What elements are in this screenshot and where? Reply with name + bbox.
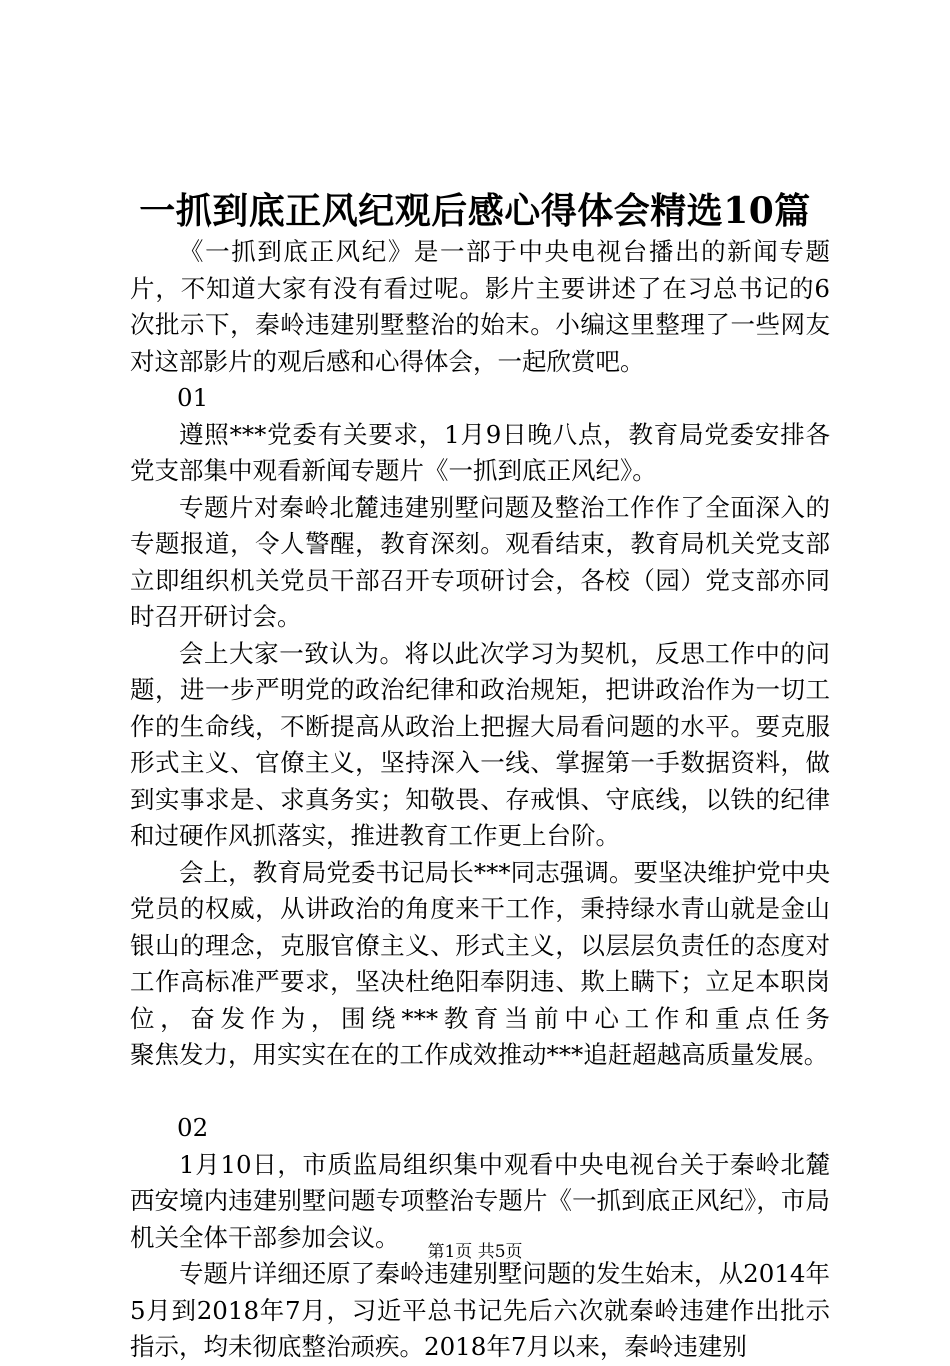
section2-paragraph-1: 1月10日，市质监局组织集中观看中央电视台关于秦岭北麓西安境内违建别墅问题专项整治专题片《一抓到底正风纪》，市局机关全体干部参加会议。 [130, 1149, 830, 1252]
section1-paragraph-1: 遵照***党委有关要求，1月9日晚八点，教育局党委安排各党支部集中观看新闻专题片《一抓到底正风纪》。 [130, 419, 830, 485]
intro-paragraph: 《一抓到底正风纪》是一部于中央电视台播出的新闻专题片，不知道大家有没有看过呢。影片主要讲述了在习总书记的6次批示下，秦岭违建别墅整治的始末。小编这里整理了一些网友对这部影片的观后感和心得体会，一起欣赏吧。 [130, 237, 830, 376]
section1-paragraph-3: 会上大家一致认为。将以此次学习为契机，反思工作中的问题，进一步严明党的政治纪律和政治规矩，把讲政治作为一切工作的生命线，不断提高从政治上把握大局看问题的水平。要克服形式主义、官僚主义，坚持深入一线、掌握第一手数据资料，做到实事求是、求真务实；知敬畏、存戒惧、守底线，以铁的纪律和过硬作风抓落实，推进教育工作更上台阶。 [130, 638, 830, 850]
section-gap [130, 1074, 830, 1111]
document-body [130, 234, 830, 1366]
section-number-02: 02 [177, 1113, 209, 1142]
page-footer: 第1页 共5页 [427, 1242, 523, 1262]
section1-paragraph-2: 专题片对秦岭北麓违建别墅问题及整治工作作了全面深入的专题报道，令人警醒，教育深刻。观看结束，教育局机关党支部立即组织机关党员干部召开专项研讨会，各校（园）党支部亦同时召开研讨会。 [130, 492, 830, 631]
section1-paragraph-4-last-line: 聚焦发力，用实实在在的工作成效推动***追赶超越高质量发展。 [130, 1040, 829, 1069]
document-title: 一抓到底正风纪观后感心得体会精选10篇 [139, 190, 811, 232]
section-number-01: 01 [177, 383, 209, 412]
section2-paragraph-2: 专题片详细还原了秦岭违建别墅问题的发生始末，从2014年5月到2018年7月，习近平总书记先后六次就秦岭违建作出批示指示，均未彻底整治顽疾。2018年7月以来，秦岭违建别 [130, 1259, 830, 1361]
section1-paragraph-4-text: 会上，教育局党委书记局长***同志强调。要坚决维护党中央党员的权威，从讲政治的角度来干工作，秉持绿水青山就是金山银山的理念，克服官僚主义、形式主义，以层层负责任的态度对工作高标准严要求，坚决杜绝阳奉阴违、欺上瞒下；立足本职岗位，奋发作为，围绕***教育当前中心工作和重点任务 [130, 857, 830, 1033]
section1-paragraph-4 [130, 855, 830, 1074]
